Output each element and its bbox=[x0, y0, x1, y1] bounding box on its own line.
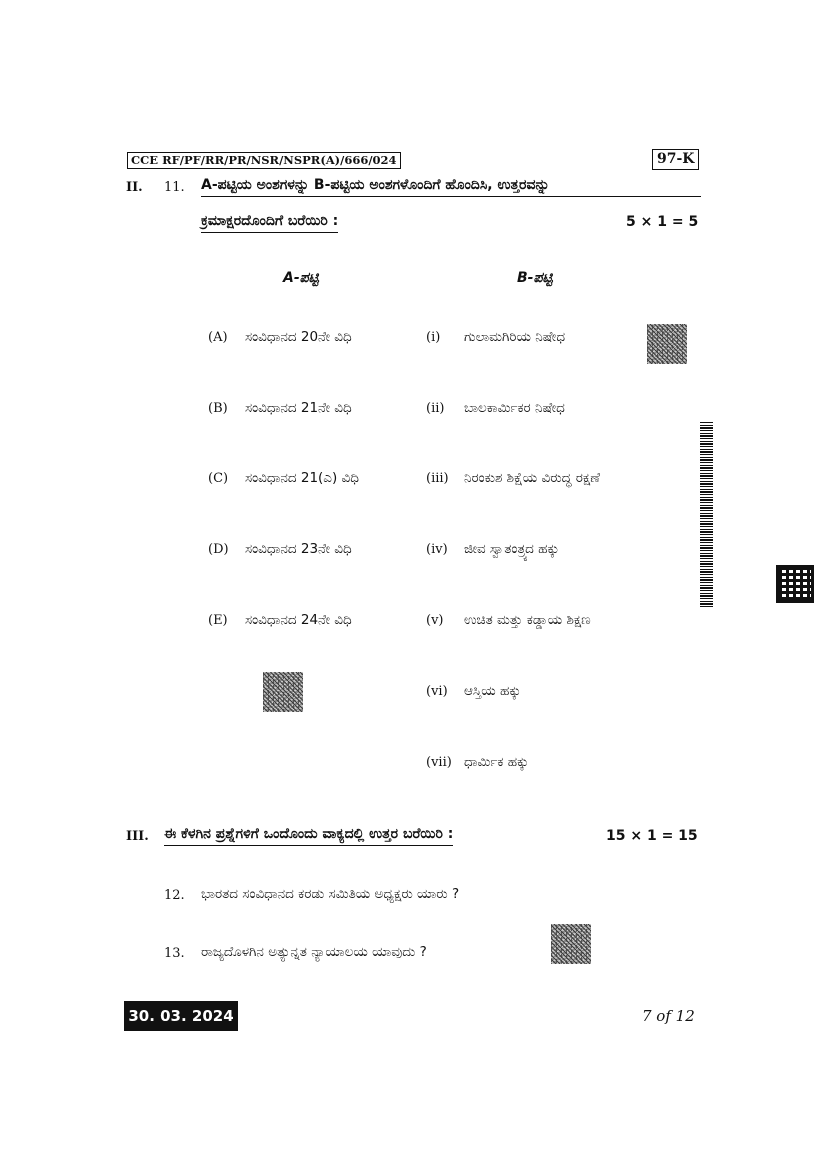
question-number: 12. bbox=[164, 888, 185, 903]
instruction-line-2: ಕ್ರಮಾಕ್ಷರದೊಂದಿಗೆ ಬರೆಯಿರಿ : bbox=[201, 213, 338, 233]
list-b-item: ನಿರಂಕುಶ ಶಿಕ್ಷೆಯ ವಿರುದ್ಧ ರಕ್ಷಣೆ bbox=[464, 470, 601, 486]
question-number: 11. bbox=[164, 180, 185, 195]
list-a-item: ಸಂವಿಧಾನದ 24ನೇ ವಿಧಿ bbox=[245, 612, 352, 628]
security-pattern-icon bbox=[647, 324, 687, 364]
list-a-item: ಸಂವಿಧಾನದ 21ನೇ ವಿಧಿ bbox=[245, 400, 352, 416]
section-instruction: ಈ ಕೆಳಗಿನ ಪ್ರಶ್ನೆಗಳಿಗೆ ಒಂದೊಂದು ವಾಕ್ಯದಲ್ಲಿ ಉತ್ತರ ಬರೆಯಿರಿ : bbox=[164, 826, 453, 846]
column-a-heading: A-ಪಟ್ಟಿ bbox=[283, 270, 319, 286]
qr-code-icon bbox=[776, 565, 814, 603]
list-b-label: (iii) bbox=[426, 471, 449, 486]
exam-code: CCE RF/PF/RR/PR/NSR/NSPR(A)/666/024 bbox=[127, 152, 401, 169]
list-b-item: ಬಾಲಕಾರ್ಮಿಕರ ನಿಷೇಧ bbox=[464, 400, 565, 416]
list-b-item: ಗುಲಾಮಗಿರಿಯ ನಿಷೇಧ bbox=[464, 329, 566, 345]
list-b-item: ಜೀವ ಸ್ವಾತಂತ್ರ್ಯದ ಹಕ್ಕು bbox=[464, 541, 560, 557]
list-b-label: (vii) bbox=[426, 755, 452, 770]
list-b-item: ಧಾರ್ಮಿಕ ಹಕ್ಕು bbox=[464, 754, 529, 770]
section-marks: 15 × 1 = 15 bbox=[606, 828, 698, 844]
list-a-item: ಸಂವಿಧಾನದ 21(ಎ) ವಿಧಿ bbox=[245, 470, 359, 486]
instruction-line-1: A-ಪಟ್ಟಿಯ ಅಂಶಗಳನ್ನು B-ಪಟ್ಟಿಯ ಅಂಶಗಳೊಂದಿಗೆ ಹೊಂದಿಸಿ, ಉತ್ತರವನ್ನು bbox=[201, 177, 701, 197]
section-number: II. bbox=[126, 180, 143, 195]
list-a-label: (D) bbox=[208, 542, 229, 557]
security-pattern-icon bbox=[551, 924, 591, 964]
list-b-label: (v) bbox=[426, 613, 444, 628]
list-a-item: ಸಂವಿಧಾನದ 23ನೇ ವಿಧಿ bbox=[245, 541, 352, 557]
section-marks: 5 × 1 = 5 bbox=[626, 214, 699, 230]
list-b-label: (ii) bbox=[426, 401, 445, 416]
column-b-heading: B-ಪಟ್ಟಿ bbox=[517, 270, 553, 286]
list-a-label: (E) bbox=[208, 613, 228, 628]
list-b-label: (iv) bbox=[426, 542, 448, 557]
question-number: 13. bbox=[164, 946, 185, 961]
question-text: ಭಾರತದ ಸಂವಿಧಾನದ ಕರಡು ಸಮಿತಿಯ ಅಧ್ಯಕ್ಷರು ಯಾರು ? bbox=[201, 886, 460, 902]
list-b-item: ಉಚಿತ ಮತ್ತು ಕಡ್ಡಾಯ ಶಿಕ್ಷಣ bbox=[464, 612, 591, 628]
question-text: ರಾಜ್ಯದೊಳಗಿನ ಅತ್ಯುನ್ನತ ನ್ಯಾಯಾಲಯ ಯಾವುದು ? bbox=[201, 944, 427, 960]
list-a-label: (C) bbox=[208, 471, 229, 486]
paper-code: 97-K bbox=[652, 149, 699, 170]
list-a-item: ಸಂವಿಧಾನದ 20ನೇ ವಿಧಿ bbox=[245, 329, 352, 345]
page-number: 7 of 12 bbox=[642, 1007, 695, 1025]
list-b-label: (i) bbox=[426, 330, 441, 345]
list-a-label: (B) bbox=[208, 401, 228, 416]
list-b-item: ಆಸ್ತಿಯ ಹಕ್ಕು bbox=[464, 683, 521, 699]
security-pattern-icon bbox=[263, 672, 303, 712]
list-b-label: (vi) bbox=[426, 684, 448, 699]
barcode-icon bbox=[700, 421, 713, 607]
list-a-label: (A) bbox=[208, 330, 228, 345]
section-number: III. bbox=[126, 829, 149, 844]
exam-date: 30. 03. 2024 bbox=[124, 1001, 238, 1031]
